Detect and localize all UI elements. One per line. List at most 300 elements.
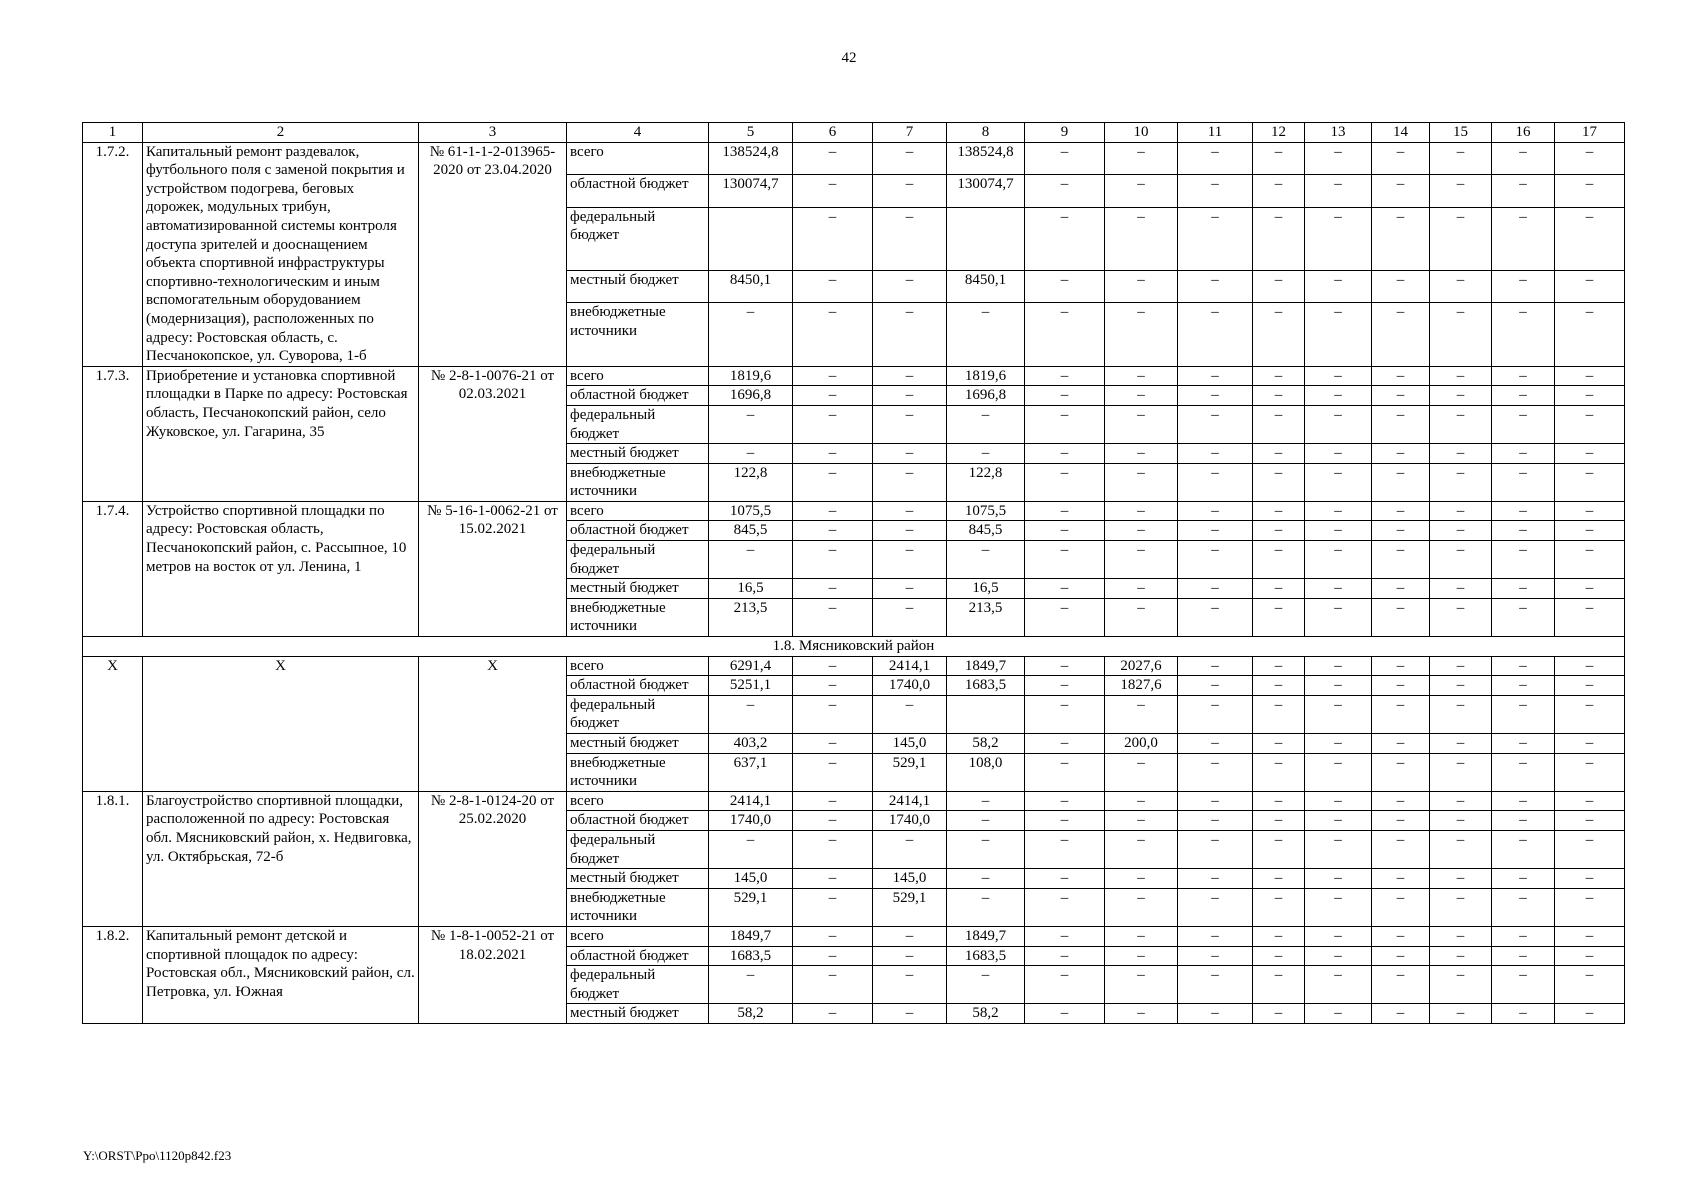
value-col-17: – <box>1555 579 1625 599</box>
value-col-10: – <box>1105 1004 1178 1024</box>
value-col-10: – <box>1105 926 1178 946</box>
value-col-11: – <box>1178 444 1253 464</box>
value-col-5: – <box>709 830 793 868</box>
value-col-16: – <box>1492 753 1555 791</box>
value-col-10: – <box>1105 142 1178 174</box>
value-col-10: 1827,6 <box>1105 676 1178 696</box>
value-col-7: – <box>873 270 947 302</box>
value-col-8 <box>947 207 1025 270</box>
value-col-16: – <box>1492 598 1555 636</box>
funding-source: федеральный бюджет <box>567 830 709 868</box>
value-col-16: – <box>1492 579 1555 599</box>
value-col-13: – <box>1305 501 1372 521</box>
value-col-13: – <box>1305 175 1372 207</box>
funding-source: федеральный бюджет <box>567 695 709 733</box>
project-document: № 1-8-1-0052-21 от 18.02.2021 <box>419 926 567 1023</box>
value-col-11: – <box>1178 888 1253 926</box>
project-number: 1.7.3. <box>83 366 143 501</box>
value-col-16: – <box>1492 869 1555 889</box>
value-col-6: – <box>793 366 873 386</box>
value-col-12: – <box>1253 1004 1305 1024</box>
value-col-8: – <box>947 869 1025 889</box>
value-col-6: – <box>793 656 873 676</box>
value-col-11: – <box>1178 142 1253 174</box>
financing-table <box>82 122 1625 1024</box>
value-col-11: – <box>1178 734 1253 754</box>
col-header-9: 9 <box>1025 123 1105 143</box>
value-col-11: – <box>1178 926 1253 946</box>
funding-source: местный бюджет <box>567 270 709 302</box>
value-col-15: – <box>1430 656 1492 676</box>
value-col-7: – <box>873 521 947 541</box>
value-col-15: – <box>1430 966 1492 1004</box>
funding-source: федеральный бюджет <box>567 966 709 1004</box>
value-col-5: – <box>709 695 793 733</box>
value-col-9: – <box>1025 791 1105 811</box>
value-col-15: – <box>1430 405 1492 443</box>
value-col-14: – <box>1372 541 1430 579</box>
value-col-11: – <box>1178 811 1253 831</box>
value-col-16: – <box>1492 926 1555 946</box>
value-col-13: – <box>1305 888 1372 926</box>
value-col-5: 8450,1 <box>709 270 793 302</box>
value-col-15: – <box>1430 791 1492 811</box>
value-col-8: – <box>947 888 1025 926</box>
col-header-1: 1 <box>83 123 143 143</box>
value-col-14: – <box>1372 521 1430 541</box>
value-col-15: – <box>1430 463 1492 501</box>
value-col-7: 1740,0 <box>873 676 947 696</box>
value-col-13: – <box>1305 579 1372 599</box>
value-col-10: – <box>1105 946 1178 966</box>
value-col-7: – <box>873 207 947 270</box>
value-col-9: – <box>1025 444 1105 464</box>
col-header-12: 12 <box>1253 123 1305 143</box>
value-col-16: – <box>1492 791 1555 811</box>
value-col-8: 1696,8 <box>947 386 1025 406</box>
value-col-10: – <box>1105 791 1178 811</box>
value-col-6: – <box>793 386 873 406</box>
col-header-14: 14 <box>1372 123 1430 143</box>
value-col-5: – <box>709 303 793 366</box>
value-col-12: – <box>1253 676 1305 696</box>
value-col-12: – <box>1253 270 1305 302</box>
value-col-12: – <box>1253 444 1305 464</box>
value-col-9: – <box>1025 405 1105 443</box>
funding-source: внебюджетные источники <box>567 463 709 501</box>
value-col-8: 1683,5 <box>947 946 1025 966</box>
total-name: Х <box>143 656 419 791</box>
value-col-15: – <box>1430 444 1492 464</box>
value-col-13: – <box>1305 830 1372 868</box>
value-col-17: – <box>1555 791 1625 811</box>
value-col-17: – <box>1555 175 1625 207</box>
funding-source: местный бюджет <box>567 734 709 754</box>
value-col-6: – <box>793 676 873 696</box>
value-col-8: 16,5 <box>947 579 1025 599</box>
value-col-12: – <box>1253 579 1305 599</box>
project-name: Капитальный ремонт детской и спортивной площадок по адресу: Ростовская обл., Мясниковский район, сл. Петровка, ул. Южная <box>143 926 419 1023</box>
value-col-7: – <box>873 501 947 521</box>
table-row <box>83 926 1625 946</box>
value-col-16: – <box>1492 142 1555 174</box>
value-col-7: 529,1 <box>873 753 947 791</box>
value-col-8: – <box>947 791 1025 811</box>
value-col-7: 529,1 <box>873 888 947 926</box>
value-col-15: – <box>1430 753 1492 791</box>
project-number: 1.8.1. <box>83 791 143 926</box>
value-col-15: – <box>1430 142 1492 174</box>
value-col-6: – <box>793 444 873 464</box>
value-col-12: – <box>1253 656 1305 676</box>
value-col-17: – <box>1555 695 1625 733</box>
value-col-13: – <box>1305 521 1372 541</box>
value-col-8: 213,5 <box>947 598 1025 636</box>
value-col-16: – <box>1492 811 1555 831</box>
value-col-14: – <box>1372 366 1430 386</box>
value-col-16: – <box>1492 734 1555 754</box>
value-col-14: – <box>1372 1004 1430 1024</box>
value-col-13: – <box>1305 541 1372 579</box>
col-header-11: 11 <box>1178 123 1253 143</box>
value-col-8: 1849,7 <box>947 656 1025 676</box>
value-col-10: – <box>1105 966 1178 1004</box>
value-col-16: – <box>1492 405 1555 443</box>
value-col-12: – <box>1253 598 1305 636</box>
value-col-13: – <box>1305 791 1372 811</box>
header-row <box>83 123 1625 143</box>
value-col-16: – <box>1492 521 1555 541</box>
value-col-6: – <box>793 753 873 791</box>
value-col-15: – <box>1430 207 1492 270</box>
value-col-14: – <box>1372 830 1430 868</box>
value-col-11: – <box>1178 366 1253 386</box>
value-col-10: 200,0 <box>1105 734 1178 754</box>
value-col-9: – <box>1025 303 1105 366</box>
value-col-7: 2414,1 <box>873 656 947 676</box>
value-col-16: – <box>1492 946 1555 966</box>
value-col-16: – <box>1492 888 1555 926</box>
value-col-7: – <box>873 926 947 946</box>
table-row <box>83 366 1625 386</box>
project-number: 1.7.2. <box>83 142 143 366</box>
value-col-9: – <box>1025 946 1105 966</box>
value-col-11: – <box>1178 946 1253 966</box>
value-col-14: – <box>1372 753 1430 791</box>
value-col-6: – <box>793 926 873 946</box>
value-col-14: – <box>1372 463 1430 501</box>
funding-source: местный бюджет <box>567 579 709 599</box>
value-col-5: 16,5 <box>709 579 793 599</box>
value-col-14: – <box>1372 656 1430 676</box>
value-col-5: 58,2 <box>709 1004 793 1024</box>
value-col-13: – <box>1305 270 1372 302</box>
value-col-12: – <box>1253 695 1305 733</box>
page-number: 42 <box>841 50 857 66</box>
value-col-15: – <box>1430 946 1492 966</box>
project-name: Приобретение и установка спортивной площадки в Парке по адресу: Ростовская область, Песчанокопский район, село Жуковское, ул. Гагарина, 35 <box>143 366 419 501</box>
value-col-6: – <box>793 501 873 521</box>
value-col-6: – <box>793 175 873 207</box>
funding-source: областной бюджет <box>567 676 709 696</box>
value-col-15: – <box>1430 888 1492 926</box>
value-col-16: – <box>1492 541 1555 579</box>
value-col-13: – <box>1305 734 1372 754</box>
value-col-12: – <box>1253 869 1305 889</box>
value-col-9: – <box>1025 734 1105 754</box>
value-col-9: – <box>1025 142 1105 174</box>
funding-source: федеральный бюджет <box>567 541 709 579</box>
value-col-11: – <box>1178 579 1253 599</box>
value-col-10: – <box>1105 579 1178 599</box>
value-col-15: – <box>1430 386 1492 406</box>
value-col-5: 213,5 <box>709 598 793 636</box>
value-col-12: – <box>1253 501 1305 521</box>
value-col-7: – <box>873 598 947 636</box>
value-col-17: – <box>1555 598 1625 636</box>
funding-source: федеральный бюджет <box>567 405 709 443</box>
funding-source: областной бюджет <box>567 811 709 831</box>
project-name: Благоустройство спортивной площадки, расположенной по адресу: Ростовская обл. Мясниковский район, х. Недвиговка, ул. Октябрьская, 72-б <box>143 791 419 926</box>
value-col-5: 5251,1 <box>709 676 793 696</box>
value-col-12: – <box>1253 405 1305 443</box>
value-col-6: – <box>793 695 873 733</box>
value-col-16: – <box>1492 207 1555 270</box>
value-col-12: – <box>1253 521 1305 541</box>
value-col-16: – <box>1492 270 1555 302</box>
value-col-12: – <box>1253 926 1305 946</box>
value-col-11: – <box>1178 175 1253 207</box>
value-col-7: – <box>873 444 947 464</box>
value-col-14: – <box>1372 946 1430 966</box>
value-col-17: – <box>1555 386 1625 406</box>
value-col-9: – <box>1025 695 1105 733</box>
value-col-12: – <box>1253 753 1305 791</box>
value-col-8: 845,5 <box>947 521 1025 541</box>
value-col-14: – <box>1372 386 1430 406</box>
value-col-17: – <box>1555 303 1625 366</box>
value-col-12: – <box>1253 946 1305 966</box>
value-col-11: – <box>1178 869 1253 889</box>
value-col-13: – <box>1305 656 1372 676</box>
table-row <box>83 656 1625 676</box>
value-col-11: – <box>1178 753 1253 791</box>
value-col-17: – <box>1555 405 1625 443</box>
value-col-17: – <box>1555 521 1625 541</box>
value-col-17: – <box>1555 444 1625 464</box>
value-col-7: – <box>873 966 947 1004</box>
value-col-14: – <box>1372 734 1430 754</box>
value-col-10: – <box>1105 830 1178 868</box>
value-col-15: – <box>1430 366 1492 386</box>
value-col-16: – <box>1492 656 1555 676</box>
value-col-11: – <box>1178 598 1253 636</box>
value-col-15: – <box>1430 734 1492 754</box>
col-header-8: 8 <box>947 123 1025 143</box>
value-col-13: – <box>1305 695 1372 733</box>
value-col-6: – <box>793 303 873 366</box>
value-col-10: – <box>1105 386 1178 406</box>
value-col-14: – <box>1372 405 1430 443</box>
value-col-7: 2414,1 <box>873 791 947 811</box>
value-col-10: – <box>1105 444 1178 464</box>
value-col-15: – <box>1430 695 1492 733</box>
value-col-8: – <box>947 303 1025 366</box>
value-col-12: – <box>1253 888 1305 926</box>
value-col-15: – <box>1430 175 1492 207</box>
value-col-16: – <box>1492 830 1555 868</box>
value-col-7: – <box>873 142 947 174</box>
value-col-14: – <box>1372 869 1430 889</box>
value-col-8: 1683,5 <box>947 676 1025 696</box>
value-col-10: – <box>1105 405 1178 443</box>
value-col-15: – <box>1430 926 1492 946</box>
value-col-9: – <box>1025 175 1105 207</box>
value-col-8: – <box>947 811 1025 831</box>
value-col-8: – <box>947 830 1025 868</box>
value-col-6: – <box>793 811 873 831</box>
value-col-15: – <box>1430 521 1492 541</box>
value-col-14: – <box>1372 926 1430 946</box>
value-col-14: – <box>1372 791 1430 811</box>
value-col-16: – <box>1492 175 1555 207</box>
value-col-6: – <box>793 734 873 754</box>
value-col-8: 1075,5 <box>947 501 1025 521</box>
value-col-12: – <box>1253 175 1305 207</box>
funding-source: всего <box>567 366 709 386</box>
value-col-10: – <box>1105 753 1178 791</box>
col-header-2: 2 <box>143 123 419 143</box>
value-col-16: – <box>1492 444 1555 464</box>
funding-source: федеральный бюджет <box>567 207 709 270</box>
value-col-10: – <box>1105 303 1178 366</box>
value-col-15: – <box>1430 1004 1492 1024</box>
value-col-10: – <box>1105 175 1178 207</box>
value-col-12: – <box>1253 303 1305 366</box>
value-col-7: – <box>873 303 947 366</box>
value-col-17: – <box>1555 734 1625 754</box>
value-col-11: – <box>1178 303 1253 366</box>
value-col-5: – <box>709 444 793 464</box>
value-col-16: – <box>1492 386 1555 406</box>
value-col-9: – <box>1025 926 1105 946</box>
value-col-13: – <box>1305 1004 1372 1024</box>
value-col-7: – <box>873 386 947 406</box>
funding-source: всего <box>567 926 709 946</box>
value-col-9: – <box>1025 753 1105 791</box>
value-col-6: – <box>793 405 873 443</box>
project-document: № 2-8-1-0076-21 от 02.03.2021 <box>419 366 567 501</box>
value-col-10: – <box>1105 811 1178 831</box>
funding-source: внебюджетные источники <box>567 888 709 926</box>
value-col-6: – <box>793 888 873 926</box>
value-col-16: – <box>1492 1004 1555 1024</box>
value-col-9: – <box>1025 366 1105 386</box>
value-col-14: – <box>1372 966 1430 1004</box>
col-header-13: 13 <box>1305 123 1372 143</box>
value-col-17: – <box>1555 366 1625 386</box>
value-col-5: 2414,1 <box>709 791 793 811</box>
value-col-6: – <box>793 1004 873 1024</box>
value-col-13: – <box>1305 811 1372 831</box>
col-header-16: 16 <box>1492 123 1555 143</box>
value-col-16: – <box>1492 303 1555 366</box>
value-col-10: – <box>1105 501 1178 521</box>
value-col-7: 145,0 <box>873 869 947 889</box>
value-col-14: – <box>1372 303 1430 366</box>
value-col-12: – <box>1253 791 1305 811</box>
value-col-17: – <box>1555 926 1625 946</box>
value-col-10: – <box>1105 888 1178 926</box>
value-col-6: – <box>793 142 873 174</box>
value-col-15: – <box>1430 676 1492 696</box>
value-col-16: – <box>1492 366 1555 386</box>
value-col-13: – <box>1305 966 1372 1004</box>
value-col-7: – <box>873 579 947 599</box>
value-col-10: – <box>1105 207 1178 270</box>
value-col-5: – <box>709 541 793 579</box>
value-col-7: – <box>873 463 947 501</box>
value-col-14: – <box>1372 579 1430 599</box>
value-col-8: 8450,1 <box>947 270 1025 302</box>
value-col-9: – <box>1025 811 1105 831</box>
value-col-11: – <box>1178 830 1253 868</box>
value-col-6: – <box>793 869 873 889</box>
value-col-8: 138524,8 <box>947 142 1025 174</box>
funding-source: областной бюджет <box>567 175 709 207</box>
value-col-13: – <box>1305 946 1372 966</box>
value-col-11: – <box>1178 656 1253 676</box>
value-col-5: 1740,0 <box>709 811 793 831</box>
value-col-8 <box>947 695 1025 733</box>
value-col-10: 2027,6 <box>1105 656 1178 676</box>
value-col-14: – <box>1372 695 1430 733</box>
value-col-15: – <box>1430 270 1492 302</box>
value-col-14: – <box>1372 888 1430 926</box>
value-col-5: 637,1 <box>709 753 793 791</box>
value-col-5: 1696,8 <box>709 386 793 406</box>
project-name: Устройство спортивной площадки по адресу: Ростовская область, Песчанокопский район, с. Рассыпное, 10 метров на восток от ул. Ленина, 1 <box>143 501 419 636</box>
funding-source: местный бюджет <box>567 1004 709 1024</box>
section-title: 1.8. Мясниковский район <box>83 637 1625 657</box>
value-col-11: – <box>1178 791 1253 811</box>
value-col-9: – <box>1025 207 1105 270</box>
value-col-8: – <box>947 405 1025 443</box>
value-col-16: – <box>1492 501 1555 521</box>
value-col-16: – <box>1492 463 1555 501</box>
value-col-8: – <box>947 541 1025 579</box>
value-col-10: – <box>1105 695 1178 733</box>
col-header-4: 4 <box>567 123 709 143</box>
value-col-11: – <box>1178 966 1253 1004</box>
value-col-6: – <box>793 946 873 966</box>
value-col-12: – <box>1253 207 1305 270</box>
funding-source: внебюджетные источники <box>567 303 709 366</box>
project-number: 1.8.2. <box>83 926 143 1023</box>
value-col-17: – <box>1555 142 1625 174</box>
value-col-15: – <box>1430 869 1492 889</box>
value-col-9: – <box>1025 501 1105 521</box>
value-col-10: – <box>1105 521 1178 541</box>
value-col-10: – <box>1105 598 1178 636</box>
value-col-17: – <box>1555 463 1625 501</box>
value-col-6: – <box>793 541 873 579</box>
value-col-7: 145,0 <box>873 734 947 754</box>
value-col-15: – <box>1430 541 1492 579</box>
value-col-9: – <box>1025 869 1105 889</box>
value-col-14: – <box>1372 676 1430 696</box>
value-col-7: – <box>873 695 947 733</box>
